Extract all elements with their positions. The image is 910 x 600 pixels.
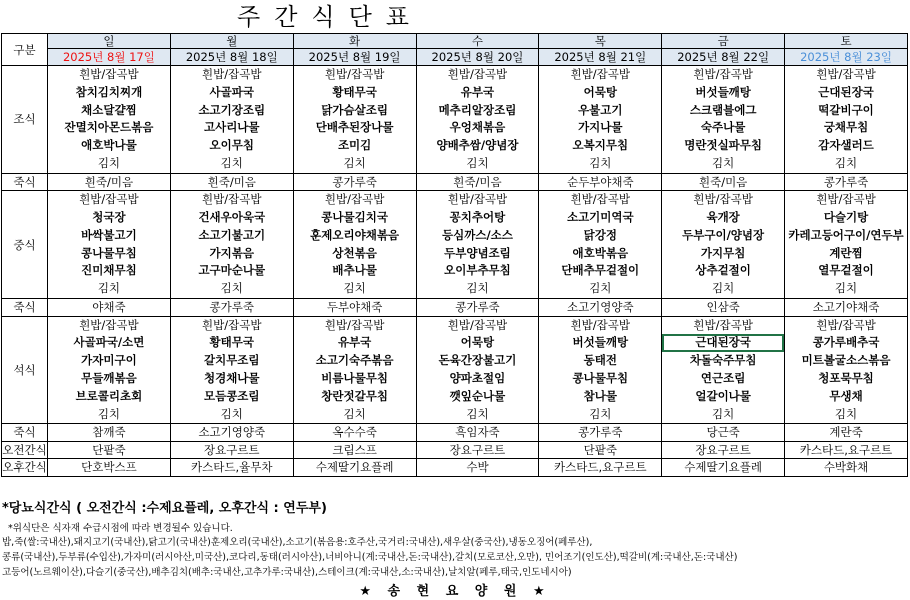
- menu-item: 갈치무조림: [203, 353, 260, 368]
- meal-cell[interactable]: [293, 66, 416, 174]
- menu-item: 육개장: [706, 210, 740, 225]
- meal-cell[interactable]: [539, 66, 662, 174]
- menu-item: 흰밥/잡곡밥: [693, 317, 753, 332]
- meal-cell[interactable]: [539, 316, 662, 424]
- menu-item: 김치: [220, 155, 243, 170]
- menu-item: 김치: [589, 155, 612, 170]
- single-cell[interactable]: 흰죽/미음: [662, 173, 785, 191]
- menu-item: 오복지무침: [572, 138, 629, 153]
- menu-item: 채소달걀찜: [81, 102, 137, 117]
- menu-item: 단배추무겉절이: [561, 263, 640, 278]
- menu-item: 흰밥/잡곡밥: [202, 192, 262, 207]
- menu-item: 닭강정: [583, 227, 617, 242]
- menu-item: 열무겉절이: [818, 263, 874, 278]
- menu-item: 사골파국: [209, 84, 254, 99]
- menu-item: 계란찜: [829, 245, 863, 260]
- menu-item: 가지무침: [700, 245, 746, 260]
- menu-item: 김치: [343, 406, 366, 421]
- row-label: 오전간식: [2, 442, 47, 457]
- menu-item: 무들깨볶음: [81, 370, 137, 385]
- menu-item: 콩가루배추국: [812, 335, 880, 350]
- menu-item: 브로콜리초회: [75, 388, 143, 403]
- single-cell[interactable]: 크림스프: [293, 441, 416, 459]
- meal-cell[interactable]: [539, 191, 662, 299]
- meal-cell[interactable]: [293, 316, 416, 424]
- menu-item: 흰밥/잡곡밥: [447, 192, 508, 207]
- menu-item: 소고기미역국: [566, 210, 634, 225]
- menu-item: 흰밥/잡곡밥: [447, 317, 508, 332]
- single-cell[interactable]: 단팥죽: [48, 441, 171, 459]
- menu-item: 상추겉절이: [695, 263, 751, 278]
- menu-item: 다슬기탕: [823, 210, 869, 225]
- menu-item: 청경채나물: [203, 370, 260, 385]
- day-name: 수: [416, 34, 539, 49]
- menu-item: 배추나물: [332, 263, 377, 278]
- day-name: 월: [170, 34, 293, 49]
- menu-item: 황태무국: [209, 335, 254, 350]
- row-label: 조식: [2, 66, 48, 174]
- menu-item: 바싹불고기: [81, 227, 137, 242]
- origin-line: 밥,죽(쌀:국내산),돼지고기(국내산),닭고기(국내산)훈제오리(국내산),소고기(볶음용:호주산,국거리:국내산),새우살(중국산),냉동오징어(페루산),: [2, 537, 593, 548]
- menu-item: 연근조림: [700, 370, 746, 385]
- menu-item: 콩나물무침: [81, 245, 137, 260]
- menu-item: 진미채무침: [81, 263, 137, 278]
- menu-item: 김치: [712, 281, 735, 296]
- menu-item: 흰밥/잡곡밥: [324, 317, 385, 332]
- menu-item: 김치: [589, 281, 612, 296]
- meal-cell[interactable]: [293, 191, 416, 299]
- menu-item: 김치: [97, 406, 121, 421]
- menu-item: 김치: [712, 155, 735, 170]
- menu-item: 김치: [343, 155, 366, 170]
- menu-item: 깻잎순나물: [449, 388, 506, 403]
- menu-item: 얼갈이나물: [695, 388, 751, 403]
- menu-item: 김치: [220, 281, 243, 296]
- menu-item: 궁채무침: [823, 120, 869, 135]
- single-cell[interactable]: 단팥죽: [539, 441, 662, 459]
- day-date: 2025년 8월 22일: [662, 49, 785, 66]
- menu-item: 건새우아욱국: [198, 210, 266, 225]
- menu-item: 흰밥/잡곡밥: [79, 192, 139, 207]
- menu-item: 참치김치찌개: [75, 84, 143, 99]
- single-cell[interactable]: 계란죽: [785, 424, 908, 442]
- meal-cell[interactable]: [416, 191, 539, 299]
- menu-item: 흰밥/잡곡밥: [570, 317, 630, 332]
- menu-item: 김치: [97, 281, 121, 296]
- menu-item: 김치: [834, 406, 858, 421]
- row-label: 석식: [2, 316, 48, 424]
- meal-cell[interactable]: [170, 316, 293, 424]
- menu-item: 닭가슴살조림: [321, 102, 388, 117]
- single-cell[interactable]: 소고기야채죽: [785, 299, 908, 317]
- meal-cell[interactable]: [48, 316, 171, 424]
- menu-item: 애호박볶음: [572, 245, 629, 260]
- menu-item: 흰밥/잡곡밥: [816, 192, 876, 207]
- menu-item: 흰밥/잡곡밥: [816, 317, 876, 332]
- meal-cell[interactable]: [662, 316, 785, 424]
- row-label: 죽식: [2, 424, 48, 442]
- menu-item: 애호박나물: [81, 138, 137, 153]
- menu-item: 스크램블에그: [689, 102, 757, 117]
- meal-cell[interactable]: [662, 66, 785, 174]
- menu-item: 등심까스/소스: [442, 227, 513, 242]
- menu-item: 김치: [466, 281, 489, 296]
- menu-item: 두부구이/양념장: [682, 227, 765, 242]
- menu-item: 모듬콩조림: [203, 388, 260, 403]
- single-cell[interactable]: 소고기영양죽: [539, 299, 662, 317]
- single-cell[interactable]: 흰죽/미음: [170, 173, 293, 191]
- single-cell[interactable]: 장요구르트: [416, 441, 539, 459]
- menu-item: 소고기장조림: [198, 102, 266, 117]
- menu-item: 버섯들깨탕: [572, 335, 629, 350]
- menu-item: 동태전: [583, 353, 617, 368]
- single-cell[interactable]: 수제딸기요플레: [662, 459, 785, 477]
- day-date: 2025년 8월 18일: [170, 49, 293, 66]
- menu-item: 훈제오리야채볶음: [310, 227, 400, 242]
- single-cell[interactable]: 참깨죽: [48, 424, 171, 442]
- single-cell[interactable]: 카스타드,요구르트: [539, 459, 662, 477]
- menu-item: 조미김: [337, 138, 372, 153]
- day-name: 일: [48, 34, 171, 49]
- menu-item: 청포묵무침: [818, 370, 874, 385]
- origin-info: [2, 535, 907, 580]
- origin-line: 콩류(국내산),두부류(수입산),가자미(러시아산,미국산),코다리,동태(러시아산),너비아니(계:국내산,돈:국내산),갈치(모로코산,오만), 민어조기(인도산),떡갈비(계:국내산,돈:국내산): [2, 552, 738, 563]
- menu-item: 김치: [834, 281, 858, 296]
- menu-item: 콩나물김치국: [321, 210, 388, 225]
- day-date: 2025년 8월 20일: [416, 49, 539, 66]
- day-date: 2025년 8월 23일: [785, 49, 908, 66]
- day-name: 금: [662, 34, 785, 49]
- day-name: 목: [539, 34, 662, 49]
- menu-item: 흰밥/잡곡밥: [79, 317, 139, 332]
- menu-item: 흰밥/잡곡밥: [202, 317, 262, 332]
- menu-item: 소고기불고기: [198, 227, 266, 242]
- row-label: 죽식: [2, 299, 48, 317]
- menu-item: 흰밥/잡곡밥: [693, 192, 753, 207]
- menu-item: 미트볼굴소스볶음: [801, 353, 891, 368]
- menu-item: 참나물: [583, 388, 617, 403]
- menu-item: 창란젓갈무침: [321, 388, 388, 403]
- single-cell[interactable]: 콩가루죽: [293, 173, 416, 191]
- menu-item: 우엉채볶음: [449, 120, 506, 135]
- menu-item: 황태무국: [332, 84, 377, 99]
- row-label: 오후간식: [2, 460, 47, 475]
- menu-item: 오이부추무침: [444, 263, 511, 278]
- change-notice: *위식단은 식자재 수급시점에 따라 변경될수 있습니다.: [8, 523, 233, 534]
- weekly-menu-table: [1, 33, 908, 477]
- menu-item: 김치: [712, 406, 735, 421]
- menu-item: 흰밥/잡곡밥: [816, 67, 876, 81]
- menu-item: 우불고기: [578, 102, 623, 117]
- menu-item: 양파초절임: [449, 370, 506, 385]
- single-cell[interactable]: 콩가루죽: [785, 173, 908, 191]
- menu-item: 김치: [220, 406, 243, 421]
- menu-item: 버섯들깨탕: [695, 84, 751, 99]
- menu-item: 두부양념조림: [444, 245, 511, 260]
- day-date: 2025년 8월 21일: [539, 49, 662, 66]
- menu-item: 비름나물무침: [321, 370, 388, 385]
- meal-cell[interactable]: [785, 316, 908, 424]
- single-cell[interactable]: 당근죽: [662, 424, 785, 442]
- menu-item: 유부국: [337, 335, 372, 350]
- menu-item: 가자미구이: [81, 353, 137, 368]
- menu-item: 무생채: [829, 388, 863, 403]
- single-cell[interactable]: 수제딸기요플레: [293, 459, 416, 477]
- single-cell[interactable]: 장요구르트: [662, 441, 785, 459]
- menu-item: 김치: [466, 155, 489, 170]
- meal-cell[interactable]: [48, 66, 171, 174]
- menu-item: 고사리나물: [203, 120, 260, 135]
- meal-cell[interactable]: [785, 191, 908, 299]
- single-cell[interactable]: 콩가루죽: [539, 424, 662, 442]
- menu-item: 잔멸치아몬드볶음: [64, 120, 154, 135]
- meal-cell[interactable]: [785, 66, 908, 174]
- menu-item: 카레고등어구이/연두부: [788, 227, 904, 242]
- row-label: 죽식: [2, 173, 48, 191]
- single-cell[interactable]: 카스타드,요구르트: [785, 441, 908, 459]
- menu-item: 콩나물무침: [572, 370, 629, 385]
- menu-item: 가지볶음: [209, 245, 254, 260]
- meal-cell[interactable]: [170, 66, 293, 174]
- menu-item: 명란젓실파무침: [684, 138, 763, 153]
- row-label: 중식: [2, 191, 48, 299]
- menu-item: 사골파국/소면: [73, 335, 145, 350]
- menu-item: 흰밥/잡곡밥: [202, 67, 262, 81]
- single-cell[interactable]: 흰죽/미음: [48, 173, 171, 191]
- menu-item: 고구마순나물: [198, 263, 266, 278]
- menu-item: 숙주나물: [700, 120, 746, 135]
- menu-item: 흰밥/잡곡밥: [447, 67, 508, 81]
- meal-cell[interactable]: [416, 316, 539, 424]
- single-cell[interactable]: 순두부야채죽: [539, 173, 662, 191]
- meal-cell[interactable]: [662, 191, 785, 299]
- day-date: 2025년 8월 17일: [48, 49, 171, 66]
- menu-item: 김치: [343, 281, 366, 296]
- single-cell[interactable]: 두부야채죽: [293, 299, 416, 317]
- menu-item: 꽁치추어탕: [449, 210, 506, 225]
- meal-cell[interactable]: [48, 191, 171, 299]
- single-cell[interactable]: 콩가루죽: [416, 299, 539, 317]
- menu-item: 오이무침: [209, 138, 254, 153]
- diabetic-snack-note: *당뇨식간식 ( 오전간식 :수제요플레, 오후간식 : 연두부): [2, 501, 327, 516]
- menu-item: 김치: [589, 406, 612, 421]
- menu-item: 김치: [97, 155, 121, 170]
- menu-item: 소고기숙주볶음: [315, 353, 394, 368]
- single-cell[interactable]: 흰죽/미음: [416, 173, 539, 191]
- single-cell[interactable]: 단호박스프: [48, 459, 171, 477]
- day-name: 토: [785, 34, 908, 49]
- menu-item: 흰밥/잡곡밥: [79, 67, 139, 81]
- menu-item: 차돌숙주무침: [689, 353, 757, 368]
- menu-item: 흰밥/잡곡밥: [570, 67, 630, 81]
- meal-cell[interactable]: [170, 191, 293, 299]
- menu-item: 김치: [834, 155, 858, 170]
- menu-item: 상천볶음: [332, 245, 377, 260]
- single-cell[interactable]: 장요구르트: [170, 441, 293, 459]
- meal-cell[interactable]: [416, 66, 539, 174]
- menu-item: 감자샐러드: [818, 138, 874, 153]
- single-cell[interactable]: 수박화채: [785, 459, 908, 477]
- single-cell[interactable]: 인삼죽: [662, 299, 785, 317]
- menu-item: 흰밥/잡곡밥: [324, 67, 385, 81]
- menu-item: 청국장: [92, 210, 126, 225]
- single-cell[interactable]: 카스타드,율무차: [170, 459, 293, 477]
- origin-line: 고등어(노르웨이산),다슬기(중국산),배추김치(배추:국내산,고추가루:국내산),스테이크(계:국내산,소:국내산),날치알(페루,태국,인도네시아): [2, 567, 572, 578]
- menu-item: 돈육간장불고기: [438, 353, 517, 368]
- menu-item: 단배추된장나물: [315, 120, 394, 135]
- menu-item: 흰밥/잡곡밥: [693, 67, 753, 81]
- single-cell[interactable]: 야채죽: [48, 299, 171, 317]
- facility-signature: ★ 송 현 요 양 원 ★: [359, 584, 551, 599]
- menu-item: 양배추쌈/양념장: [436, 138, 519, 153]
- menu-item: 근대된장국: [662, 334, 784, 352]
- single-cell[interactable]: 수박: [416, 459, 539, 477]
- menu-item: 떡갈비구이: [818, 102, 874, 117]
- single-cell[interactable]: 옥수수죽: [293, 424, 416, 442]
- menu-item: 흰밥/잡곡밥: [570, 192, 630, 207]
- single-cell[interactable]: 소고기영양죽: [170, 424, 293, 442]
- menu-item: 흰밥/잡곡밥: [324, 192, 385, 207]
- corner-label: 구분: [2, 34, 48, 66]
- menu-item: 어묵탕: [583, 84, 617, 99]
- menu-item: 유부국: [460, 84, 495, 99]
- single-cell[interactable]: 흑임자죽: [416, 424, 539, 442]
- single-cell[interactable]: 콩가루죽: [170, 299, 293, 317]
- page-title: 주간식단표: [237, 3, 423, 31]
- day-name: 화: [293, 34, 416, 49]
- menu-item: 메추리알장조림: [438, 102, 517, 117]
- menu-item: 김치: [466, 406, 489, 421]
- day-date: 2025년 8월 19일: [293, 49, 416, 66]
- menu-item: 어묵탕: [460, 335, 495, 350]
- menu-item: 가지나물: [578, 120, 623, 135]
- menu-item: 근대된장국: [818, 84, 874, 99]
